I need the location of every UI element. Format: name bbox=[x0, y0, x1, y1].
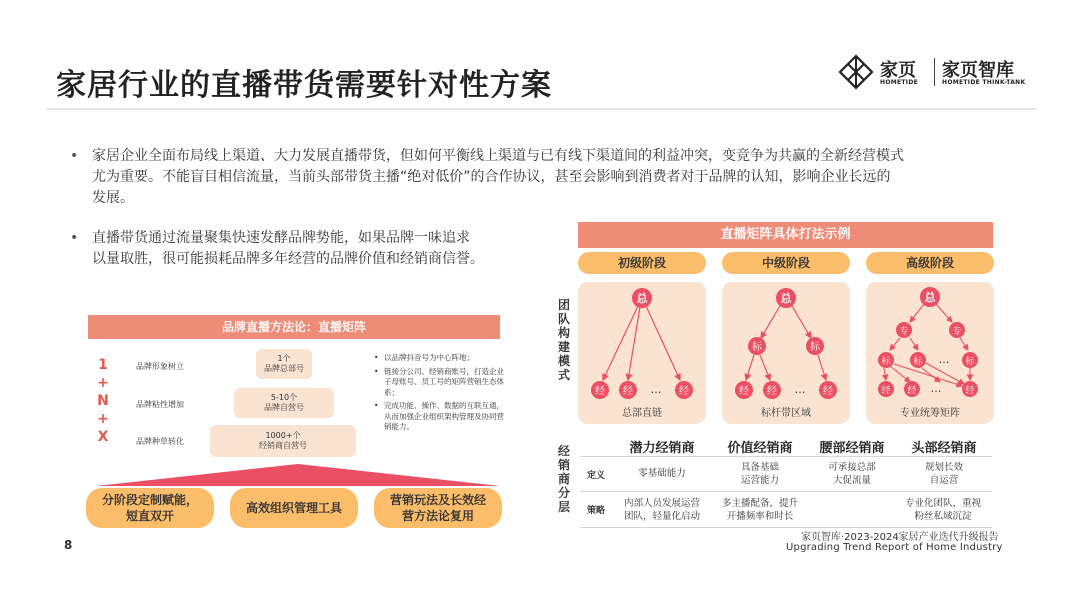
svg-text:总: 总 bbox=[636, 292, 648, 305]
svg-text:经: 经 bbox=[823, 386, 833, 397]
node-zong bbox=[920, 287, 940, 307]
dealer-tier-label: 经销商分层 bbox=[557, 444, 570, 514]
pill-org-tools: 高效组织管理工具 bbox=[230, 488, 358, 528]
row-label-definition: 定义 bbox=[586, 471, 605, 481]
tree-caption: 标杆带区域 bbox=[761, 408, 811, 419]
table-cell: 专业化团队，重视 粉丝私域沉淀 bbox=[904, 498, 981, 522]
footer-report-en: Upgrading Trend Report of Home Industry bbox=[786, 542, 1003, 553]
tier-self-run-account bbox=[234, 388, 334, 418]
node-ellipsis: … bbox=[650, 383, 662, 396]
tree-caption: 总部直链 bbox=[622, 408, 662, 419]
node-jing bbox=[904, 381, 920, 397]
matrix-bullet: • 链接分公司、经销商账号，打造企业子母账号、员工号的矩阵营销生态体系； bbox=[374, 367, 506, 399]
svg-text:经: 经 bbox=[965, 386, 975, 396]
stack-letter: + bbox=[97, 411, 109, 427]
table-divider bbox=[580, 456, 992, 457]
node-jing bbox=[591, 381, 609, 399]
svg-text:标: 标 bbox=[881, 357, 891, 367]
matrix-bullet: • 以品牌抖音号为中心阵地； bbox=[374, 353, 506, 364]
stack-letter: X bbox=[97, 429, 109, 445]
svg-text:专: 专 bbox=[952, 327, 962, 337]
tier-name: 品牌总部号 bbox=[264, 364, 304, 373]
node-ellipsis: … bbox=[938, 353, 950, 366]
footer-report-cn: 家页智库·2023-2024家居产业迭代升级报告 bbox=[801, 532, 999, 543]
stage-beginner: 初级阶段 bbox=[578, 252, 706, 274]
table-cell: 规划长效 自运营 bbox=[924, 462, 963, 486]
table-divider bbox=[580, 491, 992, 492]
node-biao bbox=[962, 352, 978, 368]
intro-line: 发展。 bbox=[92, 190, 134, 206]
svg-text:经: 经 bbox=[739, 386, 749, 397]
node-zhuan bbox=[896, 322, 912, 338]
tier-count: 1个 bbox=[277, 354, 291, 363]
svg-text:总: 总 bbox=[924, 291, 936, 304]
svg-text:经: 经 bbox=[595, 386, 605, 397]
svg-text:经: 经 bbox=[881, 386, 891, 396]
dealer-type-head: 头部经销商 bbox=[911, 441, 977, 456]
tree-hq-direct bbox=[578, 282, 706, 424]
row-label-brand-conversion: 品牌种草转化 bbox=[136, 437, 184, 446]
svg-text:经: 经 bbox=[767, 386, 777, 397]
node-jing bbox=[735, 381, 753, 399]
row-label-brand-image: 品牌形象树立 bbox=[136, 362, 184, 371]
node-biao bbox=[878, 352, 894, 368]
node-jing bbox=[675, 381, 693, 399]
matrix-bullet: • 完成功能、操作、数据的互联互通，从而加强企业组织架构管理及协同营销能力。 bbox=[374, 401, 506, 433]
stage-advanced: 高级阶段 bbox=[866, 252, 994, 274]
row-label-brand-stickiness: 品牌粘性增加 bbox=[136, 400, 184, 409]
bullet-dot: • bbox=[70, 230, 79, 246]
intro-line: 家居企业全面布局线上渠道、大力发展直播带货，但如何平衡线上渠道与已有线下渠道间的利益冲突，变竞争为共赢的全新经营模式 bbox=[92, 148, 904, 164]
livestream-paragraph bbox=[70, 228, 552, 270]
table-cell: 可承接总部 大促流量 bbox=[828, 462, 876, 486]
livestream-line: 直播带货通过流量聚集快速发酵品牌势能，如果品牌一味追求 bbox=[92, 230, 470, 246]
bullet-dot: • bbox=[70, 148, 79, 164]
node-biao bbox=[748, 337, 766, 355]
svg-text:标: 标 bbox=[965, 357, 975, 367]
table-cell: 多主播配备，提升 开播频率和时长 bbox=[721, 498, 798, 522]
node-ellipsis: … bbox=[930, 382, 942, 395]
stack-letter: + bbox=[97, 375, 109, 391]
node-biao bbox=[806, 337, 824, 355]
node-zong bbox=[632, 288, 652, 308]
table-cell: 零基础能力 bbox=[638, 468, 686, 479]
logo-think-cn: 家页智库 bbox=[942, 60, 1014, 81]
page-title: 家居行业的直播带货需要针对性方案 bbox=[56, 68, 552, 103]
tree-pro-matrix bbox=[866, 282, 994, 424]
logo-think-en: HOMETIDE THINK-TANK bbox=[942, 79, 1026, 86]
intro-line: 尤为重要。不能盲目相信流量，当前头部带货主播“绝对低价”的合作协议，甚至会影响到消费者对于品牌的认知，影响企业长远的 bbox=[92, 169, 891, 185]
pill-phased-enablement: 分阶段定制赋能， 短直双开 bbox=[86, 488, 214, 528]
matrix-bullets bbox=[374, 353, 506, 436]
svg-text:标: 标 bbox=[913, 357, 923, 367]
tree-benchmark-region bbox=[722, 282, 850, 424]
tier-name: 品牌自营号 bbox=[264, 403, 304, 412]
matrix-method-header: 品牌直播方法论：直播矩阵 bbox=[88, 315, 500, 339]
node-biao bbox=[910, 352, 926, 368]
tree-caption: 专业统筹矩阵 bbox=[900, 408, 960, 419]
svg-text:经: 经 bbox=[623, 386, 633, 397]
logo-separator bbox=[934, 58, 935, 86]
logo-brand-en: HOMETIDE bbox=[880, 79, 918, 86]
page-number: 8 bbox=[64, 538, 73, 552]
tier-count: 5-10个 bbox=[270, 393, 298, 402]
matrix-example-header: 直播矩阵具体打法示例 bbox=[578, 222, 993, 248]
tier-name: 经销商自营号 bbox=[259, 441, 307, 450]
node-ellipsis: … bbox=[794, 383, 806, 396]
wedge-divider bbox=[96, 464, 500, 486]
livestream-line: 以量取胜，很可能损耗品牌多年经营的品牌价值和经销商信誉。 bbox=[92, 251, 484, 267]
dealer-type-potential: 潜力经销商 bbox=[629, 441, 695, 456]
intro-paragraph bbox=[70, 146, 1032, 209]
tier-dealer-account bbox=[210, 425, 356, 457]
node-zhuan bbox=[949, 322, 965, 338]
team-mode-label: 团队构建模式 bbox=[557, 298, 570, 382]
logo bbox=[838, 52, 1038, 92]
node-zong bbox=[776, 288, 796, 308]
node-jing bbox=[878, 381, 894, 397]
table-cell: 内部人员发展运营 团队，轻量化启动 bbox=[623, 498, 700, 522]
svg-text:标: 标 bbox=[810, 342, 820, 353]
node-jing bbox=[763, 381, 781, 399]
dealer-type-value: 价值经销商 bbox=[727, 441, 793, 456]
svg-text:标: 标 bbox=[752, 342, 762, 353]
row-label-strategy: 策略 bbox=[586, 506, 605, 516]
svg-text:经: 经 bbox=[907, 386, 917, 396]
hometide-logo-icon bbox=[838, 54, 874, 90]
svg-text:专: 专 bbox=[899, 327, 909, 337]
tier-count: 1000+个 bbox=[265, 431, 301, 440]
logo-brand-cn: 家页 bbox=[880, 60, 916, 81]
svg-text:经: 经 bbox=[679, 386, 689, 397]
tier-hq-account bbox=[256, 349, 312, 379]
dealer-type-waist: 腰部经销商 bbox=[819, 441, 885, 456]
title-divider bbox=[46, 108, 1036, 110]
node-jing bbox=[819, 381, 837, 399]
node-jing bbox=[619, 381, 637, 399]
svg-text:总: 总 bbox=[780, 292, 792, 305]
stack-letter: 1 bbox=[98, 357, 108, 373]
table-cell: 具备基础 运营能力 bbox=[740, 462, 779, 486]
stack-letter: N bbox=[97, 393, 109, 409]
node-jing bbox=[962, 381, 978, 397]
pill-marketing-reuse: 营销玩法及长效经 营方法论复用 bbox=[374, 488, 502, 528]
stage-intermediate: 中级阶段 bbox=[722, 252, 850, 274]
